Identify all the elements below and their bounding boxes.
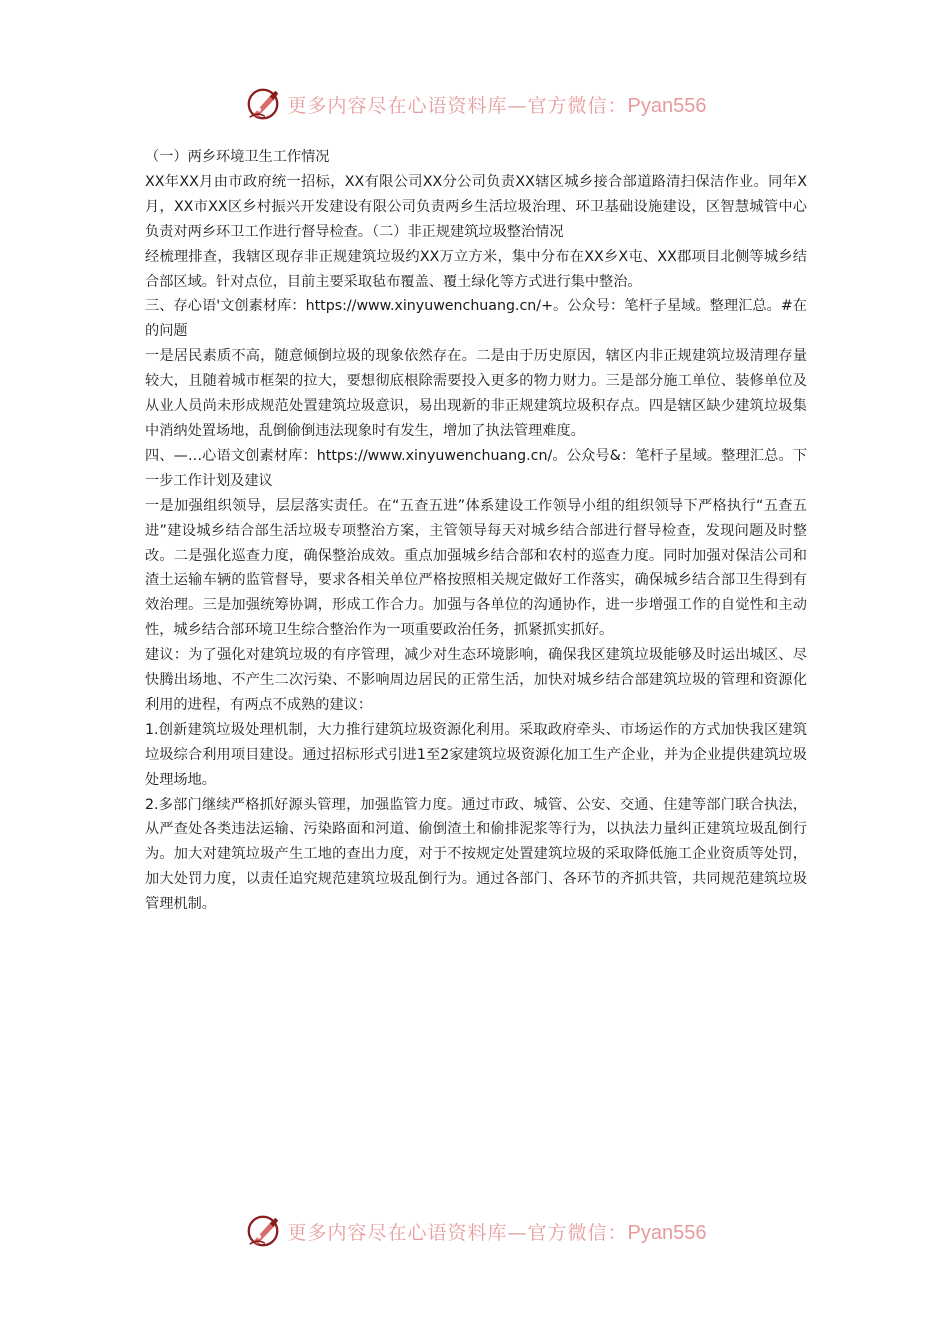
list-item: 2.多部门继续严格抓好源头管理，加强监管力度。通过市政、城管、公安、交通、住建等部门联合执法，从严查处各类违法运输、污染路面和河道、偷倒渣土和偷排泥浆等行为，以执法力量纠正建筑垃圾乱倒行为。加大对建筑垃圾产生工地的查出力度，对于不按规定处置建筑垃圾的采取降低施工企业资质等处罚，加大处罚力度，以责任追究规范建筑垃圾乱倒行为。通过各部门、各环节的齐抓共管，共同规范建筑垃圾管理机制。	[145, 796, 807, 913]
header-watermark-handle: Pyan556	[627, 94, 707, 117]
section-heading-1: （一）两乡环境卫生工作情况	[145, 149, 330, 165]
section-heading-4: 四、—…心语文创素材库：https://www.xinyuwenchuang.cn/。公众号&：笔杆子星域。整理汇总。下一步工作计划及建议	[145, 447, 807, 489]
paragraph: XX年XX月由市政府统一招标，XX有限公司XX分公司负责XX辖区城乡接合部道路清扫保洁作业。同年X月，XX市XX区乡村振兴开发建设有限公司负责两乡生活垃圾治理、环卫基础设施建设，区智慧城管中心负责对两乡环卫工作进行督导检查。（二）非正规建筑垃圾整治情况	[145, 173, 807, 240]
paragraph: 一是加强组织领导，层层落实责任。在“五查五进”体系建设工作领导小组的组织领导下严格执行“五查五进”建设城乡结合部生活垃圾专项整治方案，主管领导每天对城乡结合部进行督导检查，发现问题及时整改。二是强化巡查力度，确保整治成效。重点加强城乡结合部和农村的巡查力度。同时加强对保洁公司和渣土运输车辆的监管督导，要求各相关单位严格按照相关规定做好工作落实，确保城乡结合部卫生得到有效治理。三是加强统筹协调，形成工作合力。加强与各单位的沟通协作，进一步增强工作的自觉性和主动性，城乡结合部环境卫生综合整治作为一项重要政治任务，抓紧抓实抓好。	[145, 497, 807, 639]
paragraph: 建议：为了强化对建筑垃圾的有序管理，减少对生态环境影响，确保我区建筑垃圾能够及时运出城区、尽快腾出场地、不产生二次污染、不影响周边居民的正常生活，加快对城乡结合部建筑垃圾的管理和资源化利用的进程，有两点不成熟的建议：	[145, 647, 807, 713]
paragraph: 一是居民素质不高，随意倾倒垃圾的现象依然存在。二是由于历史原因，辖区内非正规建筑垃圾清理存量较大，且随着城市框架的拉大，要想彻底根除需要投入更多的物力财力。三是部分施工单位、装修单位及从业人员尚未形成规范处置建筑垃圾意识，易出现新的非正规建筑垃圾积存点。四是辖区缺少建筑垃圾集中消纳处置场地，乱倒偷倒违法现象时有发生，增加了执法管理难度。	[145, 348, 807, 439]
paragraph: 经梳理排查，我辖区现存非正规建筑垃圾约XX万立方米，集中分布在XX乡X屯、XX郡项目北侧等城乡结合部区域。针对点位，目前主要采取毡布覆盖、覆土绿化等方式进行集中整治。	[145, 248, 807, 290]
section-heading-3: 三、存心语'文创素材库：https://www.xinyuwenchuang.cn/+。公众号：笔杆子星域。整理汇总。#在的问题	[145, 298, 807, 340]
pen-nib-circle-icon	[244, 1212, 282, 1250]
header-watermark-text: 更多内容尽在心语资料库—官方微信：Pyan556	[287, 94, 707, 117]
footer-watermark	[0, 1211, 950, 1251]
list-item: 1.创新建筑垃圾处理机制，大力推行建筑垃圾资源化利用。采取政府牵头、市场运作的方式加快我区建筑垃圾综合利用项目建设。通过招标形式引进1至2家建筑垃圾资源化加工生产企业，并为企业提供建筑垃圾处理场地。	[145, 721, 807, 788]
document-body	[145, 145, 807, 917]
pen-nib-circle-icon	[244, 85, 282, 123]
footer-watermark-handle: Pyan556	[627, 1221, 707, 1244]
header-watermark	[0, 84, 950, 124]
footer-watermark-text: 更多内容尽在心语资料库—官方微信：Pyan556	[287, 1221, 707, 1244]
